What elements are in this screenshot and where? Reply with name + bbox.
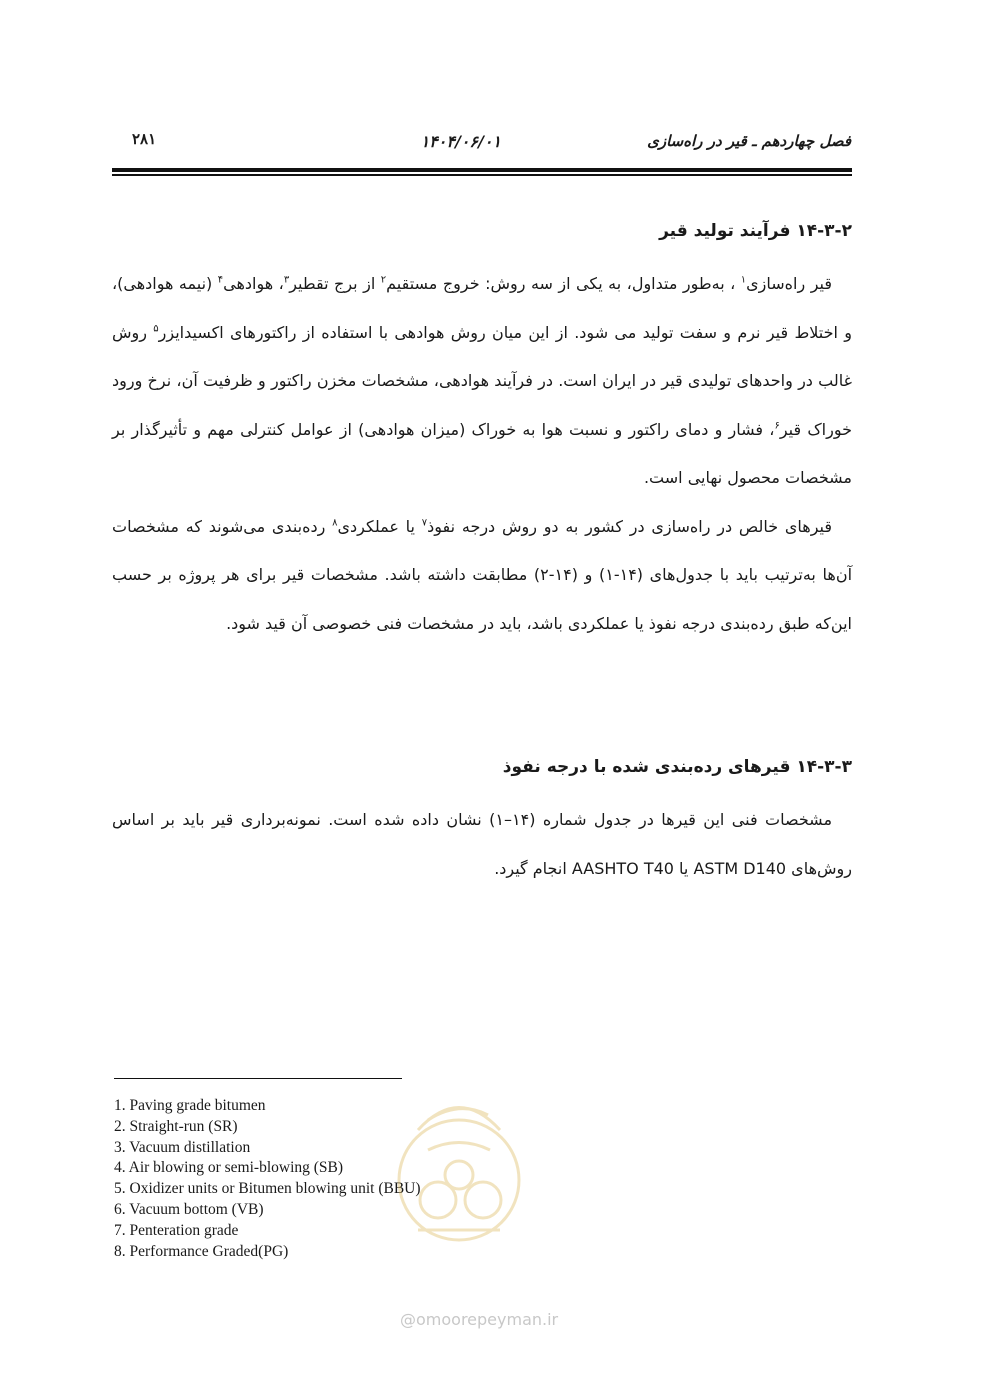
footnote-item: 2. Straight-run (SR) — [114, 1117, 238, 1135]
section-penetration-grade — [112, 752, 852, 893]
footnote-item: 8. Performance Graded(PG) — [114, 1242, 289, 1260]
text-span: رده‌بندی می‌شوند که مشخصات آن‌ها به‌ترتیب باید با جدول‌های (۱۴-۱) و (۱۴-۲) مطابقت داشته باشد. مشخصات قیر برای هر پروژه بر حسب این‌که طبق رده‌بندی درجه نفوذ یا عملکردی باشد، باید در مشخصات فنی خصوصی آن قید شود. — [112, 516, 853, 633]
text-span: ، به‌طور متداول، به یکی از سه روش: خروج مستقیم — [386, 274, 741, 293]
chapter-title: فصل چهاردهم ـ قیر در راه‌سازی — [647, 132, 851, 150]
footnote-ref: ۳ — [283, 274, 290, 286]
section-bitumen-production — [112, 216, 852, 648]
footnote-ref: ۶ — [774, 420, 780, 432]
footnote-ref: ۱ — [740, 274, 747, 286]
section-heading: ۱۴-۳-۳ قیرهای رده‌بندی شده با درجه نفوذ — [502, 757, 852, 777]
footnote-rule — [114, 1078, 402, 1079]
section-heading: ۱۴-۳-۲ فرآیند تولید قیر — [659, 221, 852, 241]
text-span: از برج تقطیر — [289, 274, 381, 293]
watermark-text: @omoorepeyman.ir — [400, 1310, 559, 1329]
text-span: ، فشار و دمای راکتور و نسبت هوا به خوراک (میزان هوادهی) از عوامل کنترلی مهم و تأثیرگذار بر مشخصات محصول نهایی است. — [112, 419, 852, 487]
footnote-item: 3. Vacuum distillation — [114, 1138, 251, 1156]
text-span: قیر راه‌سازی — [746, 274, 833, 293]
footnote-ref: ۸ — [332, 517, 338, 529]
footnote-item: 4. Air blowing or semi-blowing (SB) — [114, 1159, 344, 1177]
page-number: ۲۸۱ — [132, 130, 157, 148]
paragraph-production — [112, 260, 852, 503]
paragraph-grading — [112, 503, 852, 649]
footnote-ref: ۷ — [421, 517, 428, 529]
page-header — [112, 126, 851, 166]
text-span: قیرهای خالص در راه‌سازی در کشور به دو روش درجه نفوذ — [427, 516, 833, 536]
text-span: ، هوادهی — [223, 274, 284, 293]
footnote-item: 6. Vacuum bottom (VB) — [114, 1200, 264, 1218]
footnote-item: 1. Paving grade bitumen — [114, 1097, 266, 1114]
footnote-item: 7. Penteration grade — [114, 1221, 239, 1239]
text-span: یا عملکردی — [337, 516, 422, 536]
footnote-ref: ۴ — [217, 274, 224, 286]
paragraph-penetration: مشخصات فنی این قیرها در جدول شماره (۱۴–۱) نشان داده شده است. نمونه‌برداری قیر باید بر اساس روش‌های ASTM D140 یا AASHTO T40 انجام گیرد. — [112, 810, 852, 878]
header-rule-thick — [112, 168, 852, 172]
text-span: (نیمه هوادهی)، و اختلاط قیر نرم و سفت تولید می شود. از این میان روش هوادهی با استفاده از راکتورهای اکسیدایزر — [112, 274, 852, 342]
header-date: ۱۴۰۴/۰۶/۰۱ — [420, 132, 501, 151]
footnotes — [114, 1096, 614, 1262]
text-span: روش غالب در واحدهای تولیدی قیر در ایران است. در فرآیند هوادهی، مشخصات مخزن راکتور و ظرفیت آن، نرخ ورود خوراک قیر — [112, 322, 852, 439]
header-rule-thin — [112, 174, 852, 176]
watermark-logo-icon — [388, 1090, 530, 1250]
footnote-item: 5. Oxidizer units or Bitumen blowing unit (BBU) — [114, 1180, 421, 1198]
footnote-ref: ۲ — [380, 274, 387, 286]
footnote-ref: ۵ — [153, 323, 159, 335]
